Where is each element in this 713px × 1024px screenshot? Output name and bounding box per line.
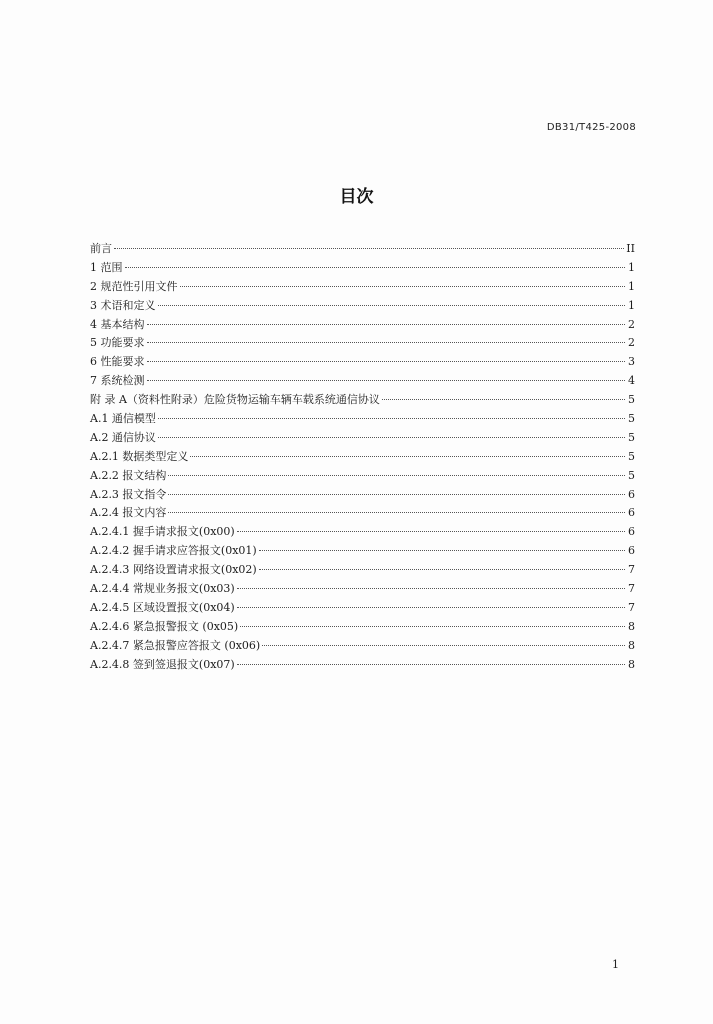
toc-entry-label: 3 术语和定义 <box>90 298 156 312</box>
toc-leader-dots <box>180 286 626 287</box>
toc-entry-label: A.2.3 报文指令 <box>90 487 167 501</box>
toc-leader-dots <box>147 342 626 343</box>
toc-entry-label: 5 功能要求 <box>90 336 145 350</box>
toc-leader-dots <box>259 569 625 570</box>
toc-entry-page: 8 <box>628 619 635 633</box>
toc-entry[interactable] <box>90 656 635 675</box>
toc-entry[interactable] <box>90 523 635 542</box>
toc-entry[interactable] <box>90 467 635 486</box>
toc-entry-label: A.2.4.3 网络设置请求报文(0x02) <box>90 563 257 577</box>
toc-entry-page: 5 <box>628 449 635 463</box>
toc-leader-dots <box>147 324 626 325</box>
toc-leader-dots <box>240 626 625 627</box>
toc-entry[interactable] <box>90 391 635 410</box>
table-of-contents <box>90 240 635 674</box>
toc-entry-page: 3 <box>628 355 635 369</box>
toc-entry-label: A.2.4.8 签到签退报文(0x07) <box>90 657 235 671</box>
toc-entry-label: 前言 <box>90 242 112 255</box>
toc-entry[interactable] <box>90 561 635 580</box>
toc-entry-label: 7 系统检测 <box>90 374 145 388</box>
toc-entry-label: A.2 通信协议 <box>90 430 156 444</box>
toc-entry[interactable] <box>90 334 635 353</box>
toc-entry-label: 1 范围 <box>90 260 123 274</box>
toc-entry-label: A.2.4.6 紧急报警报文 (0x05) <box>90 619 239 633</box>
toc-entry-page: II <box>626 242 635 255</box>
toc-entry-page: 5 <box>628 412 635 426</box>
toc-entry-label: A.2.4.2 握手请求应答报文(0x01) <box>90 544 257 558</box>
toc-title: 目次 <box>339 187 374 207</box>
toc-entry[interactable] <box>90 580 635 599</box>
toc-entry-label: A.2.2 报文结构 <box>90 468 167 482</box>
toc-leader-dots <box>114 248 624 249</box>
toc-entry-page: 6 <box>628 544 635 558</box>
toc-leader-dots <box>237 607 625 608</box>
toc-entry-page: 1 <box>628 298 635 312</box>
toc-entry-page: 2 <box>628 317 635 331</box>
toc-leader-dots <box>259 550 625 551</box>
toc-leader-dots <box>237 664 625 665</box>
toc-leader-dots <box>158 305 626 306</box>
toc-entry-page: 8 <box>628 638 635 652</box>
toc-entry[interactable] <box>90 278 635 297</box>
toc-entry-label: 附 录 A（资料性附录）危险货物运输车辆车载系统通信协议 <box>90 393 380 407</box>
toc-leader-dots <box>168 475 625 476</box>
toc-entry[interactable] <box>90 504 635 523</box>
toc-entry[interactable] <box>90 618 635 637</box>
toc-entry-page: 8 <box>628 657 635 671</box>
toc-entry-page: 5 <box>628 430 635 444</box>
toc-entry[interactable] <box>90 353 635 372</box>
toc-entry[interactable] <box>90 259 635 278</box>
toc-entry-page: 4 <box>628 374 635 388</box>
toc-leader-dots <box>168 512 625 513</box>
toc-entry-page: 1 <box>628 279 635 293</box>
toc-entry-page: 1 <box>628 260 635 274</box>
toc-leader-dots <box>147 380 626 381</box>
standard-code: DB31/T425-2008 <box>546 122 636 133</box>
toc-entry[interactable] <box>90 637 635 656</box>
toc-entry[interactable] <box>90 240 635 259</box>
toc-entry[interactable] <box>90 429 635 448</box>
toc-entry-label: 6 性能要求 <box>90 355 145 369</box>
toc-leader-dots <box>262 645 625 646</box>
toc-entry-label: A.2.4.5 区域设置报文(0x04) <box>90 600 235 614</box>
toc-leader-dots <box>158 437 625 438</box>
toc-leader-dots <box>237 588 625 589</box>
page-number: 1 <box>612 958 619 971</box>
toc-entry-page: 6 <box>628 506 635 520</box>
toc-entry-page: 7 <box>628 563 635 577</box>
toc-entry-label: 2 规范性引用文件 <box>90 279 178 293</box>
toc-entry[interactable] <box>90 316 635 335</box>
toc-entry-page: 7 <box>628 600 635 614</box>
toc-leader-dots <box>125 267 626 268</box>
toc-entry[interactable] <box>90 486 635 505</box>
toc-entry[interactable] <box>90 448 635 467</box>
toc-entry-label: A.2.4.7 紧急报警应答报文 (0x06) <box>90 638 261 652</box>
toc-entry-page: 6 <box>628 525 635 539</box>
toc-leader-dots <box>190 456 625 457</box>
toc-entry[interactable] <box>90 410 635 429</box>
toc-leader-dots <box>168 494 625 495</box>
toc-entry[interactable] <box>90 542 635 561</box>
toc-entry-label: A.2.4.4 常规业务报文(0x03) <box>90 582 235 596</box>
toc-entry[interactable] <box>90 372 635 391</box>
toc-entry-page: 7 <box>628 582 635 596</box>
toc-entry-page: 6 <box>628 487 635 501</box>
toc-entry-page: 5 <box>628 393 635 407</box>
toc-entry-page: 2 <box>628 336 635 350</box>
toc-entry-label: A.1 通信模型 <box>90 412 156 426</box>
toc-entry-label: A.2.1 数据类型定义 <box>90 449 189 463</box>
toc-entry[interactable] <box>90 599 635 618</box>
toc-leader-dots <box>382 399 625 400</box>
toc-leader-dots <box>158 418 625 419</box>
toc-leader-dots <box>237 531 625 532</box>
toc-leader-dots <box>147 361 626 362</box>
toc-entry-label: A.2.4.1 握手请求报文(0x00) <box>90 525 235 539</box>
toc-entry-label: 4 基本结构 <box>90 317 145 331</box>
toc-entry-page: 5 <box>628 468 635 482</box>
toc-entry[interactable] <box>90 297 635 316</box>
toc-entry-label: A.2.4 报文内容 <box>90 506 167 520</box>
